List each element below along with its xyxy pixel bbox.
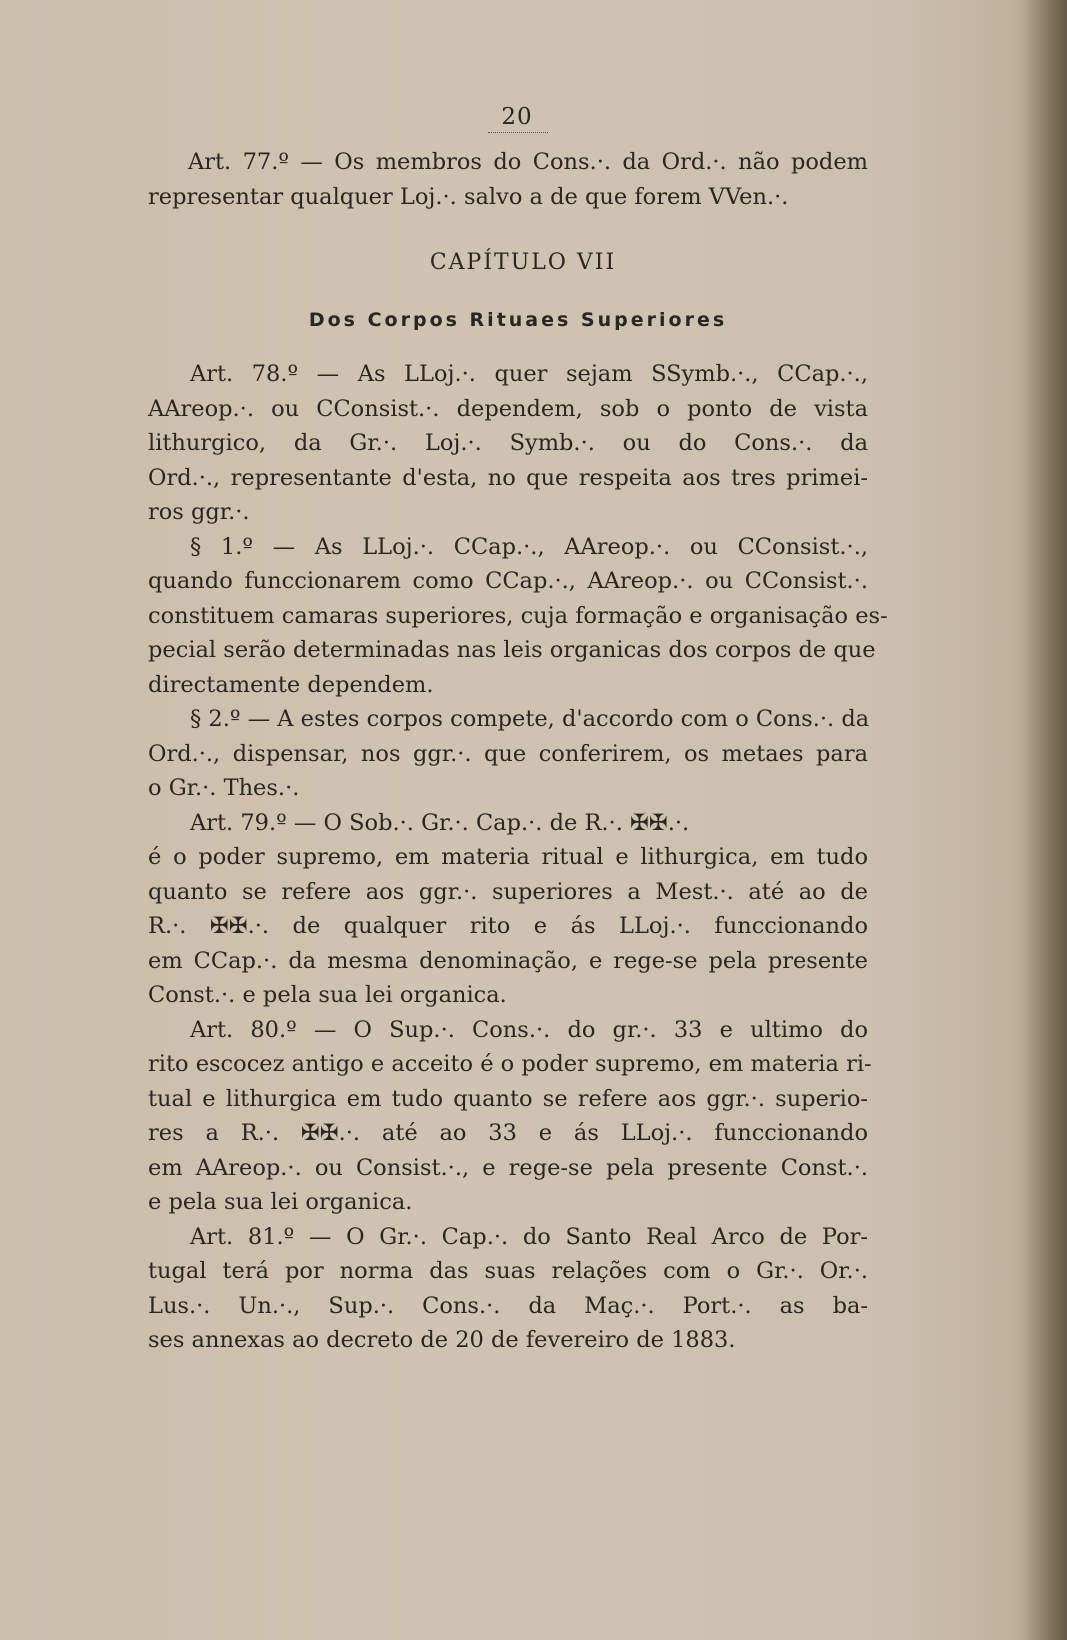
text-line: e pela sua lei organica. [148, 1189, 413, 1215]
text-line: § 2.º — A estes corpos compete, d'accordo com o Cons.·. da [190, 706, 870, 732]
text-line: directamente dependem. [148, 671, 434, 698]
text-line: res a R.·. ✠✠.·. até ao 33 e ás LLoj.·. funccionando [148, 1120, 868, 1146]
text-line: Art. 78.º — As LLoj.·. quer sejam SSymb.·., CCap.·., [190, 361, 868, 387]
text-line: ros ggr.·. [148, 499, 250, 525]
body-text [148, 357, 888, 1358]
text-line: pecial serão determinadas nas leis organicas dos corpos de que [148, 637, 876, 663]
text-line: rito escocez antigo e acceito é o poder supremo, em materia ri- [148, 1051, 872, 1077]
chapter-heading: CAPÍTULO VII [429, 250, 617, 275]
page-number: 20 [501, 104, 533, 130]
text-line: Ord.·., representante d'esta, no que respeita aos tres primei- [148, 464, 868, 491]
section-title: Dos Corpos Rituaes Superiores [308, 309, 728, 331]
text-line: é o poder supremo, em materia ritual e lithurgica, em tudo [148, 844, 868, 870]
text-line: tugal terá por norma das suas relações com o Gr.·. Or.·. [148, 1258, 868, 1284]
text-line: em AAreop.·. ou Consist.·., e rege-se pela presente Const.·. [148, 1154, 868, 1181]
page-content [148, 104, 888, 1358]
text-line: representar qualquer Loj.·. salvo a de que forem VVen.·. [148, 183, 789, 210]
text-line: constituem camaras superiores, cuja formação e organisação es- [148, 602, 888, 629]
text-line: o Gr.·. Thes.·. [148, 775, 300, 801]
text-line: em CCap.·. da mesma denominação, e rege-se pela presente [148, 947, 868, 974]
text-line: Const.·. e pela sua lei organica. [148, 982, 507, 1008]
text-line: AAreop.·. ou CConsist.·. dependem, sob o ponto de vista [148, 395, 868, 422]
page-binding-shadow [1025, 0, 1067, 1640]
text-line: Lus.·. Un.·., Sup.·. Cons.·. da Maç.·. Port.·. as ba- [148, 1292, 868, 1319]
text-line: lithurgico, da Gr.·. Loj.·. Symb.·. ou do Cons.·. da [148, 430, 868, 456]
text-line: Art. 79.º — O Sob.·. Gr.·. Cap.·. de R.·. ✠✠.·. [190, 809, 690, 836]
text-line: Art. 77.º — Os membros do Cons.·. da Ord.·. não podem [188, 149, 868, 175]
text-line: Ord.·., dispensar, nos ggr.·. que conferirem, os metaes para [148, 740, 868, 767]
text-line: quanto se refere aos ggr.·. superiores a Mest.·. até ao de [148, 878, 868, 905]
text-line: Art. 80.º — O Sup.·. Cons.·. do gr.·. 33 e ultimo do [190, 1016, 868, 1043]
text-line: R.·. ✠✠.·. de qualquer rito e ás LLoj.·. funccionando [148, 913, 868, 939]
article-77 [148, 145, 868, 214]
text-line: Art. 81.º — O Gr.·. Cap.·. do Santo Real Arco de Por- [190, 1223, 868, 1250]
page-number-rule [488, 132, 548, 133]
text-line: quando funccionarem como CCap.·., AAreop.·. ou CConsist.·. [148, 568, 868, 594]
text-line: tual e lithurgica em tudo quanto se refere aos ggr.·. superio- [148, 1085, 868, 1112]
text-line: § 1.º — As LLoj.·. CCap.·., AAreop.·. ou CConsist.·., [190, 533, 868, 560]
text-line: ses annexas ao decreto de 20 de fevereiro de 1883. [148, 1327, 736, 1353]
